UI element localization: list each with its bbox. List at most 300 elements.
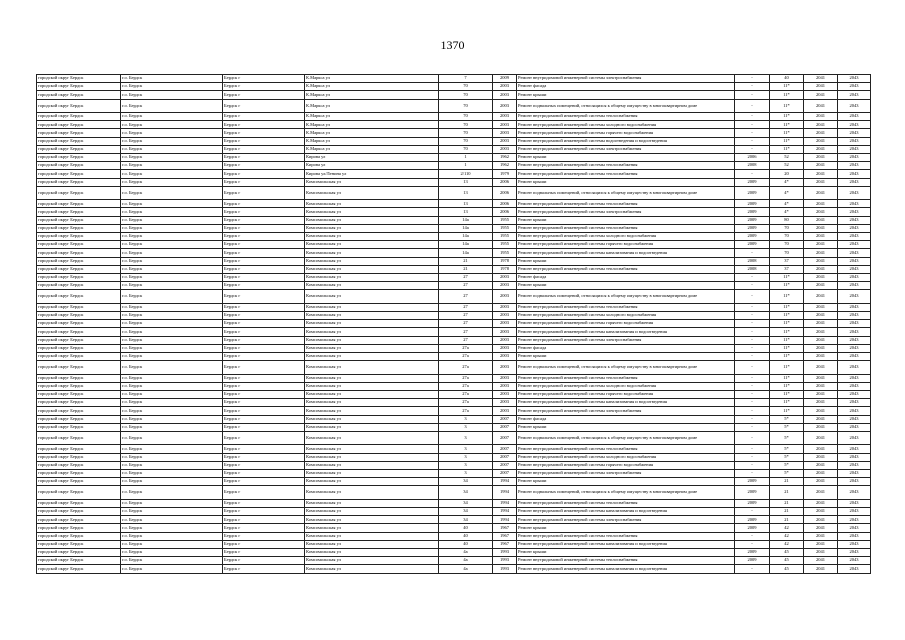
cell-street: Комсомольская ул (305, 178, 439, 186)
cell-wear-percent: 52 (770, 154, 804, 162)
cell-last-repair-year: - (735, 344, 770, 352)
cell-wear-percent: 11* (770, 336, 804, 344)
table-row (37, 320, 871, 328)
cell-work-type: Ремонт крыши (517, 154, 735, 162)
cell-municipality: городской округ Бердск (37, 83, 121, 91)
cell-house-number: 70 (439, 91, 493, 99)
cell-house-number: 14а (439, 249, 493, 257)
cell-wear-percent: 11* (770, 303, 804, 311)
table-row (37, 208, 871, 216)
cell-wear-percent: 11* (770, 391, 804, 399)
table-row (37, 336, 871, 344)
cell-work-type: Ремонт подвальных помещений, относящихся к общему имуществу в многоквартирном доме (517, 486, 735, 500)
cell-plan-end-year: 2043 (838, 565, 871, 573)
cell-wear-percent: 11* (770, 382, 804, 390)
cell-street: К.Маркса ул (305, 91, 439, 99)
cell-year-built: 1955 (493, 241, 517, 249)
cell-plan-end-year: 2043 (838, 83, 871, 91)
cell-work-type: Ремонт внутридомовой инженерной системы электроснабжения (517, 516, 735, 524)
cell-house-number: 3 (439, 415, 493, 423)
cell-settlement: Бердск г (223, 137, 305, 145)
cell-work-type: Ремонт подвальных помещений, относящихся к общему имуществу в многоквартирном доме (517, 361, 735, 375)
cell-wear-percent: 5* (770, 415, 804, 423)
table-row (37, 129, 871, 137)
cell-settlement: Бердск г (223, 453, 305, 461)
cell-work-type: Ремонт внутридомовой инженерной системы горячего водоснабжения (517, 391, 735, 399)
cell-wear-percent: 5* (770, 423, 804, 431)
cell-plan-end-year: 2043 (838, 516, 871, 524)
cell-settlement: Бердск г (223, 516, 305, 524)
cell-settlement: Бердск г (223, 99, 305, 113)
cell-municipal-entity: г.о. Бердск (121, 178, 223, 186)
cell-municipality: городской округ Бердск (37, 75, 121, 83)
cell-house-number: 1 (439, 154, 493, 162)
cell-wear-percent: 42 (770, 540, 804, 548)
table-row (37, 415, 871, 423)
cell-house-number: 70 (439, 99, 493, 113)
cell-last-repair-year: - (735, 415, 770, 423)
cell-last-repair-year: 2009 (735, 516, 770, 524)
cell-wear-percent: 70 (770, 224, 804, 232)
cell-year-built: 2003 (493, 374, 517, 382)
cell-year-built: 2007 (493, 415, 517, 423)
cell-plan-end-year: 2043 (838, 99, 871, 113)
cell-house-number: 2/110 (439, 170, 493, 178)
cell-year-built: 1993 (493, 565, 517, 573)
cell-wear-percent: 21 (770, 499, 804, 507)
cell-plan-end-year: 2043 (838, 154, 871, 162)
cell-plan-end-year: 2043 (838, 453, 871, 461)
cell-wear-percent: 70 (770, 249, 804, 257)
table-row (37, 328, 871, 336)
cell-plan-end-year: 2043 (838, 423, 871, 431)
cell-municipal-entity: г.о. Бердск (121, 423, 223, 431)
cell-house-number: 27а (439, 391, 493, 399)
cell-work-type: Ремонт крыши (517, 257, 735, 265)
cell-plan-end-year: 2043 (838, 273, 871, 281)
cell-year-built: 1993 (493, 549, 517, 557)
cell-year-built: 2003 (493, 336, 517, 344)
cell-municipal-entity: г.о. Бердск (121, 445, 223, 453)
cell-last-repair-year: 2008 (735, 162, 770, 170)
table-row (37, 224, 871, 232)
cell-street: Комсомольская ул (305, 508, 439, 516)
table-row (37, 407, 871, 415)
cell-wear-percent: 11* (770, 312, 804, 320)
table-row (37, 91, 871, 99)
cell-municipality: городской округ Бердск (37, 129, 121, 137)
cell-plan-start-year: 2041 (804, 208, 838, 216)
cell-last-repair-year: - (735, 303, 770, 311)
cell-plan-start-year: 2041 (804, 461, 838, 469)
cell-settlement: Бердск г (223, 478, 305, 486)
cell-year-built: 1962 (493, 154, 517, 162)
cell-wear-percent: 37 (770, 265, 804, 273)
cell-plan-start-year: 2041 (804, 540, 838, 548)
cell-municipal-entity: г.о. Бердск (121, 290, 223, 304)
cell-work-type: Ремонт крыши (517, 91, 735, 99)
cell-settlement: Бердск г (223, 320, 305, 328)
cell-municipality: городской округ Бердск (37, 186, 121, 200)
cell-municipal-entity: г.о. Бердск (121, 399, 223, 407)
cell-house-number: 4а (439, 565, 493, 573)
cell-house-number: 70 (439, 121, 493, 129)
cell-wear-percent: 11* (770, 91, 804, 99)
cell-municipality: городской округ Бердск (37, 453, 121, 461)
cell-settlement: Бердск г (223, 216, 305, 224)
cell-municipality: городской округ Бердск (37, 391, 121, 399)
cell-work-type: Ремонт внутридомовой инженерной системы теплоснабжения (517, 445, 735, 453)
table-row (37, 257, 871, 265)
cell-work-type: Ремонт внутридомовой инженерной системы холодного водоснабжения (517, 382, 735, 390)
cell-municipal-entity: г.о. Бердск (121, 75, 223, 83)
cell-plan-start-year: 2041 (804, 374, 838, 382)
cell-plan-end-year: 2043 (838, 540, 871, 548)
cell-wear-percent: 21 (770, 516, 804, 524)
cell-house-number: 27 (439, 290, 493, 304)
cell-street: Комсомольская ул (305, 249, 439, 257)
cell-settlement: Бердск г (223, 486, 305, 500)
cell-municipality: городской округ Бердск (37, 265, 121, 273)
cell-wear-percent: 5* (770, 470, 804, 478)
cell-year-built: 2007 (493, 423, 517, 431)
cell-municipality: городской округ Бердск (37, 499, 121, 507)
table-row (37, 233, 871, 241)
cell-work-type: Ремонт внутридомовой инженерной системы горячего водоснабжения (517, 241, 735, 249)
cell-last-repair-year: - (735, 336, 770, 344)
cell-wear-percent: 45 (770, 549, 804, 557)
cell-municipality: городской округ Бердск (37, 361, 121, 375)
cell-street: Комсомольская ул (305, 549, 439, 557)
cell-year-built: 1979 (493, 170, 517, 178)
cell-wear-percent: 11* (770, 137, 804, 145)
cell-year-built: 1967 (493, 540, 517, 548)
cell-settlement: Бердск г (223, 170, 305, 178)
cell-last-repair-year: - (735, 361, 770, 375)
cell-house-number: 3 (439, 453, 493, 461)
cell-municipality: городской округ Бердск (37, 224, 121, 232)
cell-work-type: Ремонт внутридомовой инженерной системы теплоснабжения (517, 200, 735, 208)
cell-last-repair-year: - (735, 83, 770, 91)
cell-municipality: городской округ Бердск (37, 233, 121, 241)
cell-house-number: 34 (439, 499, 493, 507)
cell-municipality: городской округ Бердск (37, 399, 121, 407)
cell-municipal-entity: г.о. Бердск (121, 249, 223, 257)
cell-house-number: 13 (439, 208, 493, 216)
cell-year-built: 2003 (493, 382, 517, 390)
cell-wear-percent: 37 (770, 257, 804, 265)
cell-year-built: 1955 (493, 233, 517, 241)
cell-work-type: Ремонт внутридомовой инженерной системы электроснабжения (517, 208, 735, 216)
cell-street: Комсомольская ул (305, 336, 439, 344)
cell-settlement: Бердск г (223, 524, 305, 532)
cell-plan-start-year: 2041 (804, 154, 838, 162)
cell-house-number: 27 (439, 273, 493, 281)
cell-year-built: 2006 (493, 208, 517, 216)
cell-street: Кирова ул (305, 154, 439, 162)
cell-municipal-entity: г.о. Бердск (121, 336, 223, 344)
table-row (37, 445, 871, 453)
cell-municipal-entity: г.о. Бердск (121, 391, 223, 399)
cell-house-number: 40 (439, 532, 493, 540)
cell-settlement: Бердск г (223, 121, 305, 129)
cell-last-repair-year: - (735, 320, 770, 328)
cell-last-repair-year: - (735, 508, 770, 516)
cell-plan-start-year: 2041 (804, 549, 838, 557)
cell-plan-start-year: 2041 (804, 565, 838, 573)
cell-plan-end-year: 2043 (838, 178, 871, 186)
cell-municipal-entity: г.о. Бердск (121, 486, 223, 500)
cell-settlement: Бердск г (223, 208, 305, 216)
cell-year-built: 2003 (493, 145, 517, 153)
cell-plan-start-year: 2041 (804, 344, 838, 352)
cell-house-number: 27а (439, 399, 493, 407)
cell-street: Комсомольская ул (305, 265, 439, 273)
cell-work-type: Ремонт крыши (517, 352, 735, 360)
cell-municipality: городской округ Бердск (37, 91, 121, 99)
cell-work-type: Ремонт крыши (517, 478, 735, 486)
cell-municipal-entity: г.о. Бердск (121, 145, 223, 153)
cell-wear-percent: 11* (770, 320, 804, 328)
cell-settlement: Бердск г (223, 224, 305, 232)
cell-settlement: Бердск г (223, 499, 305, 507)
cell-street: Комсомольская ул (305, 565, 439, 573)
cell-plan-start-year: 2041 (804, 532, 838, 540)
table-row (37, 524, 871, 532)
cell-municipality: городской округ Бердск (37, 282, 121, 290)
cell-street: Комсомольская ул (305, 344, 439, 352)
table-row (37, 374, 871, 382)
cell-plan-start-year: 2041 (804, 312, 838, 320)
cell-last-repair-year: 2009 (735, 524, 770, 532)
cell-plan-start-year: 2041 (804, 407, 838, 415)
page-number: 1370 (440, 38, 465, 52)
cell-street: Комсомольская ул (305, 224, 439, 232)
cell-year-built: 2003 (493, 91, 517, 99)
cell-street: Комсомольская ул (305, 470, 439, 478)
cell-last-repair-year: 2009 (735, 178, 770, 186)
cell-settlement: Бердск г (223, 565, 305, 573)
table-row (37, 241, 871, 249)
cell-plan-start-year: 2041 (804, 99, 838, 113)
cell-municipality: городской округ Бердск (37, 145, 121, 153)
cell-municipality: городской округ Бердск (37, 557, 121, 565)
cell-year-built: 2007 (493, 461, 517, 469)
cell-year-built: 2007 (493, 453, 517, 461)
cell-house-number: 21 (439, 257, 493, 265)
cell-municipal-entity: г.о. Бердск (121, 320, 223, 328)
cell-year-built: 1967 (493, 524, 517, 532)
cell-street: Комсомольская ул (305, 257, 439, 265)
table-row (37, 216, 871, 224)
cell-work-type: Ремонт внутридомовой инженерной системы холодного водоснабжения (517, 121, 735, 129)
cell-municipality: городской округ Бердск (37, 516, 121, 524)
cell-work-type: Ремонт внутридомовой инженерной системы электроснабжения (517, 407, 735, 415)
cell-year-built: 2003 (493, 282, 517, 290)
cell-street: К.Маркса ул (305, 129, 439, 137)
cell-plan-end-year: 2043 (838, 486, 871, 500)
cell-house-number: 70 (439, 145, 493, 153)
cell-house-number: 27 (439, 303, 493, 311)
cell-plan-end-year: 2043 (838, 312, 871, 320)
table-row (37, 75, 871, 83)
cell-settlement: Бердск г (223, 423, 305, 431)
cell-municipality: городской округ Бердск (37, 423, 121, 431)
cell-last-repair-year: - (735, 382, 770, 390)
table-row (37, 178, 871, 186)
cell-municipal-entity: г.о. Бердск (121, 200, 223, 208)
cell-wear-percent: 11* (770, 328, 804, 336)
cell-year-built: 2003 (493, 312, 517, 320)
cell-work-type: Ремонт внутридомовой инженерной системы теплоснабжения (517, 557, 735, 565)
cell-street: К.Маркса ул (305, 75, 439, 83)
cell-house-number: 27 (439, 336, 493, 344)
cell-municipal-entity: г.о. Бердск (121, 532, 223, 540)
cell-year-built: 1994 (493, 508, 517, 516)
cell-house-number: 34 (439, 486, 493, 500)
cell-house-number: 34 (439, 508, 493, 516)
table-row (37, 113, 871, 121)
cell-last-repair-year: - (735, 445, 770, 453)
cell-settlement: Бердск г (223, 361, 305, 375)
cell-last-repair-year: 2009 (735, 208, 770, 216)
cell-municipal-entity: г.о. Бердск (121, 170, 223, 178)
cell-plan-end-year: 2043 (838, 265, 871, 273)
table-row (37, 486, 871, 500)
cell-plan-end-year: 2043 (838, 224, 871, 232)
cell-municipal-entity: г.о. Бердск (121, 565, 223, 573)
cell-municipality: городской округ Бердск (37, 407, 121, 415)
cell-work-type: Ремонт внутридомовой инженерной системы электроснабжения (517, 470, 735, 478)
cell-last-repair-year: - (735, 453, 770, 461)
cell-house-number: 3 (439, 470, 493, 478)
cell-house-number: 27а (439, 352, 493, 360)
table-row (37, 540, 871, 548)
table-row (37, 344, 871, 352)
cell-wear-percent: 70 (770, 233, 804, 241)
cell-year-built: 2003 (493, 273, 517, 281)
cell-plan-end-year: 2043 (838, 532, 871, 540)
cell-house-number: 34 (439, 516, 493, 524)
cell-plan-end-year: 2043 (838, 290, 871, 304)
cell-plan-end-year: 2043 (838, 137, 871, 145)
cell-municipal-entity: г.о. Бердск (121, 91, 223, 99)
cell-settlement: Бердск г (223, 178, 305, 186)
cell-work-type: Ремонт внутридомовой инженерной системы теплоснабжения (517, 499, 735, 507)
cell-municipal-entity: г.о. Бердск (121, 524, 223, 532)
cell-year-built: 2003 (493, 320, 517, 328)
cell-year-built: 1955 (493, 216, 517, 224)
cell-plan-end-year: 2043 (838, 328, 871, 336)
cell-settlement: Бердск г (223, 145, 305, 153)
cell-last-repair-year: - (735, 99, 770, 113)
cell-municipality: городской округ Бердск (37, 320, 121, 328)
cell-street: Комсомольская ул (305, 312, 439, 320)
cell-municipality: городской округ Бердск (37, 208, 121, 216)
cell-settlement: Бердск г (223, 374, 305, 382)
cell-municipality: городской округ Бердск (37, 113, 121, 121)
cell-last-repair-year: - (735, 431, 770, 445)
cell-house-number: 27а (439, 361, 493, 375)
cell-house-number: 27а (439, 407, 493, 415)
cell-municipality: городской округ Бердск (37, 524, 121, 532)
cell-year-built: 1994 (493, 478, 517, 486)
cell-last-repair-year: - (735, 328, 770, 336)
cell-plan-end-year: 2043 (838, 145, 871, 153)
cell-municipal-entity: г.о. Бердск (121, 382, 223, 390)
cell-plan-end-year: 2043 (838, 391, 871, 399)
cell-street: К.Маркса ул (305, 83, 439, 91)
cell-plan-end-year: 2043 (838, 249, 871, 257)
cell-municipality: городской округ Бердск (37, 352, 121, 360)
cell-work-type: Ремонт внутридомовой инженерной системы теплоснабжения (517, 303, 735, 311)
cell-house-number: 27 (439, 320, 493, 328)
cell-year-built: 2006 (493, 178, 517, 186)
cell-work-type: Ремонт внутридомовой инженерной системы электроснабжения (517, 75, 735, 83)
cell-street: Комсомольская ул (305, 461, 439, 469)
cell-plan-end-year: 2043 (838, 282, 871, 290)
cell-settlement: Бердск г (223, 249, 305, 257)
cell-work-type: Ремонт подвальных помещений, относящихся к общему имуществу в многоквартирном доме (517, 186, 735, 200)
cell-work-type: Ремонт фасада (517, 344, 735, 352)
cell-municipal-entity: г.о. Бердск (121, 282, 223, 290)
cell-municipality: городской округ Бердск (37, 374, 121, 382)
cell-plan-end-year: 2043 (838, 336, 871, 344)
cell-street: Комсомольская ул (305, 478, 439, 486)
cell-street: Комсомольская ул (305, 208, 439, 216)
cell-plan-start-year: 2041 (804, 486, 838, 500)
cell-last-repair-year: 2009 (735, 486, 770, 500)
cell-last-repair-year: - (735, 282, 770, 290)
cell-settlement: Бердск г (223, 415, 305, 423)
cell-plan-start-year: 2041 (804, 241, 838, 249)
table-row (37, 516, 871, 524)
cell-plan-end-year: 2043 (838, 374, 871, 382)
cell-municipality: городской округ Бердск (37, 241, 121, 249)
cell-street: Комсомольская ул (305, 499, 439, 507)
cell-plan-end-year: 2043 (838, 208, 871, 216)
cell-street: Комсомольская ул (305, 431, 439, 445)
cell-year-built: 2003 (493, 129, 517, 137)
cell-work-type: Ремонт внутридомовой инженерной системы холодного водоснабжения (517, 453, 735, 461)
cell-year-built: 2006 (493, 186, 517, 200)
cell-year-built: 2003 (493, 137, 517, 145)
cell-plan-start-year: 2041 (804, 557, 838, 565)
cell-house-number: 27 (439, 312, 493, 320)
cell-work-type: Ремонт внутридомовой инженерной системы горячего водоснабжения (517, 320, 735, 328)
cell-plan-start-year: 2041 (804, 162, 838, 170)
cell-settlement: Бердск г (223, 265, 305, 273)
cell-plan-start-year: 2041 (804, 336, 838, 344)
cell-wear-percent: 11* (770, 83, 804, 91)
cell-work-type: Ремонт внутридомовой инженерной системы теплоснабжения (517, 374, 735, 382)
table-row (37, 312, 871, 320)
cell-last-repair-year: - (735, 565, 770, 573)
cell-house-number: 27 (439, 282, 493, 290)
cell-settlement: Бердск г (223, 162, 305, 170)
cell-last-repair-year: 2009 (735, 224, 770, 232)
cell-year-built: 1994 (493, 516, 517, 524)
table-row (37, 186, 871, 200)
cell-house-number: 40 (439, 524, 493, 532)
cell-street: Комсомольская ул (305, 453, 439, 461)
cell-municipality: городской округ Бердск (37, 249, 121, 257)
table-row (37, 265, 871, 273)
cell-work-type: Ремонт внутридомовой инженерной системы канализования и водоотведения (517, 399, 735, 407)
cell-plan-end-year: 2043 (838, 129, 871, 137)
cell-plan-start-year: 2041 (804, 423, 838, 431)
cell-plan-start-year: 2041 (804, 478, 838, 486)
